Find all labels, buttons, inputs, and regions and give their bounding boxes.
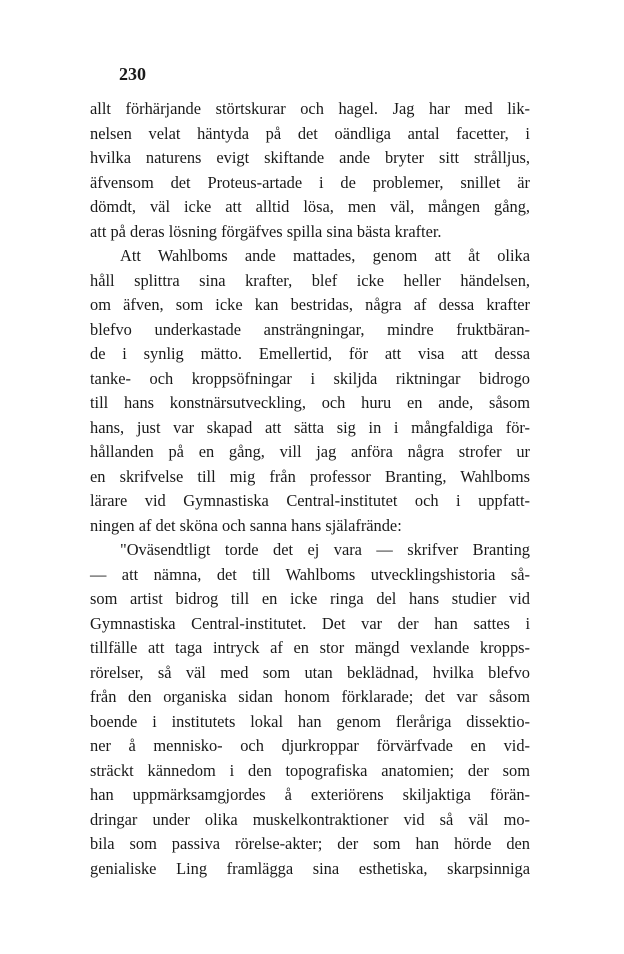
text-line: äfvensom det Proteus-artade i de problemer, snillet är	[90, 172, 530, 192]
text-line: Gymnastiska Central-institutet. Det var der han sattes i	[90, 613, 530, 633]
text-line: dringar under olika muskelkontraktioner vid så väl mo-	[90, 809, 530, 829]
text-line: lärare vid Gymnastiska Central-institutet och i uppfatt-	[90, 491, 530, 510]
page-number: 230	[119, 64, 146, 84]
text-line: ner å mennisko- och djurkroppar förvärfvade en vid-	[90, 736, 530, 755]
text-line: rörelser, så väl med som utan beklädnad, hvilka blefvo	[90, 662, 530, 682]
text-line: från den organiska sidan honom förklarade; det var såsom	[90, 687, 530, 706]
text-line: tanke- och kroppsöfningar i skiljda riktningar bidrogo	[90, 368, 530, 388]
text-line: de i synlig mätto. Emellertid, för att visa att dessa	[90, 344, 530, 363]
text-line: håll splittra sina krafter, blef icke heller händelsen,	[90, 270, 530, 290]
text-line: tillfälle att taga intryck af en stor mängd vexlande kropps-	[90, 638, 530, 657]
text-line: om äfven, som icke kan bestridas, några af dessa krafter	[90, 295, 530, 314]
text-line: bila som passiva rörelse-akter; der som han hörde den	[90, 834, 530, 853]
text-line: han uppmärksamgjordes å exteriörens skiljaktiga förän-	[90, 785, 530, 804]
text-line: Att Wahlboms ande mattades, genom att åt olika	[120, 246, 530, 265]
text-line: "Oväsendtligt torde det ej vara — skrifver Branting	[120, 540, 530, 559]
text-line: genialiske Ling framlägga sina esthetiska, skarpsinniga	[90, 858, 530, 878]
text-line: sträckt kännedom i den topografiska anatomien; der som	[90, 760, 530, 780]
text-line: — att nämna, det till Wahlboms utvecklingshistoria så-	[90, 564, 530, 584]
text-line: som artist bidrog till en icke ringa del hans studier vid	[90, 589, 530, 608]
text-line: hans, just var skapad att sätta sig in i mångfaldiga för-	[90, 417, 530, 437]
text-line: en skrifvelse till mig från professor Branting, Wahlboms	[90, 466, 530, 486]
text-line: dömdt, väl icke att alltid lösa, men väl, mången gång,	[90, 197, 530, 216]
text-line: ningen af det sköna och sanna hans själafrände:	[90, 515, 402, 535]
text-line: nelsen velat häntyda på det oändliga antal facetter, i	[90, 123, 530, 143]
text-line: hållanden på en gång, vill jag anföra några strofer ur	[90, 442, 530, 461]
body-text	[90, 97, 530, 881]
text-line: blefvo underkastade ansträngningar, mindre fruktbäran-	[90, 319, 530, 339]
text-line: till hans konstnärsutveckling, och huru en ande, såsom	[90, 393, 530, 412]
text-line: allt förhärjande störtskurar och hagel. Jag har med lik-	[90, 99, 530, 118]
text-line: boende i institutets lokal han genom fleråriga dissektio-	[90, 711, 530, 731]
text-line: hvilka naturens evigt skiftande ande bryter sitt strålljus,	[90, 148, 530, 167]
text-line: att på deras lösning förgäfves spilla sina bästa krafter.	[90, 221, 442, 241]
